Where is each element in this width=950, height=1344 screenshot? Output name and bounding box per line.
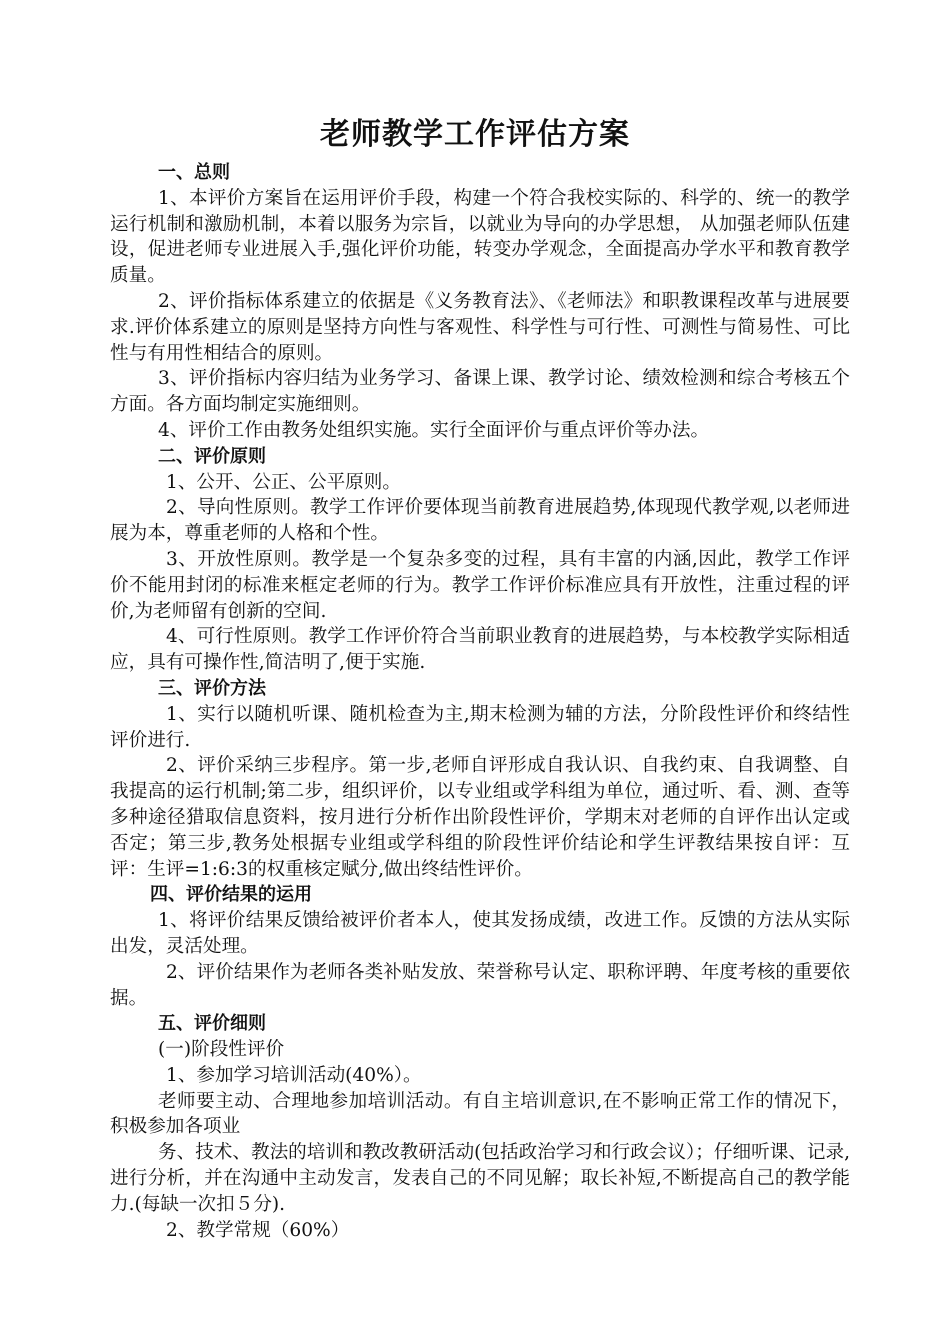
paragraph: 老师要主动、合理地参加培训活动。有自主培训意识,在不影响正常工作的情况下，积极参加各项业 xyxy=(110,1090,850,1138)
paragraph: 2、导向性原则。教学工作评价要体现当前教育进展趋势,体现现代教学观,以老师进展为本，尊重老师的人格和个性。 xyxy=(110,497,850,545)
paragraph: 4、评价工作由教务处组织实施。实行全面评价与重点评价等办法。 xyxy=(158,419,710,441)
paragraph: 1、将评价结果反馈给被评价者本人，使其发扬成绩，改进工作。反馈的方法从实际出发，灵活处理。 xyxy=(110,910,850,957)
section-heading: 二、评价原则 xyxy=(158,445,266,467)
section-heading: 一、总则 xyxy=(158,162,230,183)
section-heading: 四、评价结果的运用 xyxy=(150,884,312,906)
paragraph: 3、开放性原则。教学是一个复杂多变的过程，具有丰富的内涵,因此，教学工作评价不能用封闭的标准来框定老师的行为。教学工作评价标准应具有开放性，注重过程的评价,为老师留有创新的空间. xyxy=(110,548,850,622)
paragraph: 3、评价指标内容归结为业务学习、备课上课、教学讨论、绩效检测和综合考核五个方面。各方面均制定实施细则。 xyxy=(110,368,850,416)
paragraph: 务、技术、教法的培训和教改教研活动(包括政治学习和行政会议）；仔细听课、记录,进行分析，并在沟通中主动发言，发表自己的不同见解；取长补短,不断提高自己的教学能力.(每缺一次扣５分). xyxy=(110,1142,850,1215)
document-title: 老师教学工作评估方案 xyxy=(320,117,630,152)
paragraph: 2、教学常规（60%） xyxy=(166,1219,350,1241)
document-body xyxy=(110,160,850,1243)
paragraph: 2、评价指标体系建立的依据是《义务教育法》、《老师法》和职教课程改革与进展要求.评价体系建立的原则是坚持方向性与客观性、科学性与可行性、可测性与简易性、可比性与有用性相结合的原则。 xyxy=(110,290,850,364)
paragraph: 2、评价结果作为老师各类补贴发放、荣誉称号认定、职称评聘、年度考核的重要依据。 xyxy=(110,961,850,1009)
paragraph: 2、评价采纳三步程序。第一步,老师自评形成自我认识、自我约束、自我调整、自我提高的运行机制;第二步，组织评价，以专业组或学科组为单位，通过听、看、测、查等多种途径猎取信息资料，按月进行分析作出阶段性评价，学期末对老师的自评作出认定或否定；第三步,教务处根据专业组或学科组的阶段性评价结论和学生评教结果按自评：互评：生评=1:6:3的权重核定赋分,做出终结性评价。 xyxy=(110,755,850,880)
paragraph: 1、参加学习培训活动(40%）。 xyxy=(166,1064,422,1086)
paragraph: 1、本评价方案旨在运用评价手段，构建一个符合我校实际的、科学的、统一的教学运行机制和激励机制，本着以服务为宗旨，以就业为导向的办学思想， 从加强老师队伍建设，促进老师专业进展入手,强化评价功能，转变办学观念，全面提高办学水平和教育教学质量。 xyxy=(110,187,850,287)
section-heading: 三、评价方法 xyxy=(158,677,266,699)
paragraph: 1、实行以随机听课、随机检查为主,期末检测为辅的方法，分阶段性评价和终结性评价进行. xyxy=(110,703,850,751)
section-heading: 五、评价细则 xyxy=(158,1013,266,1035)
subsection-heading: (一)阶段性评价 xyxy=(158,1039,285,1061)
paragraph: 1、公开、公正、公平原则。 xyxy=(166,471,401,493)
paragraph: 4、可行性原则。教学工作评价符合当前职业教育的进展趋势，与本校教学实际相适应，具有可操作性,简洁明了,便于实施. xyxy=(110,626,850,674)
